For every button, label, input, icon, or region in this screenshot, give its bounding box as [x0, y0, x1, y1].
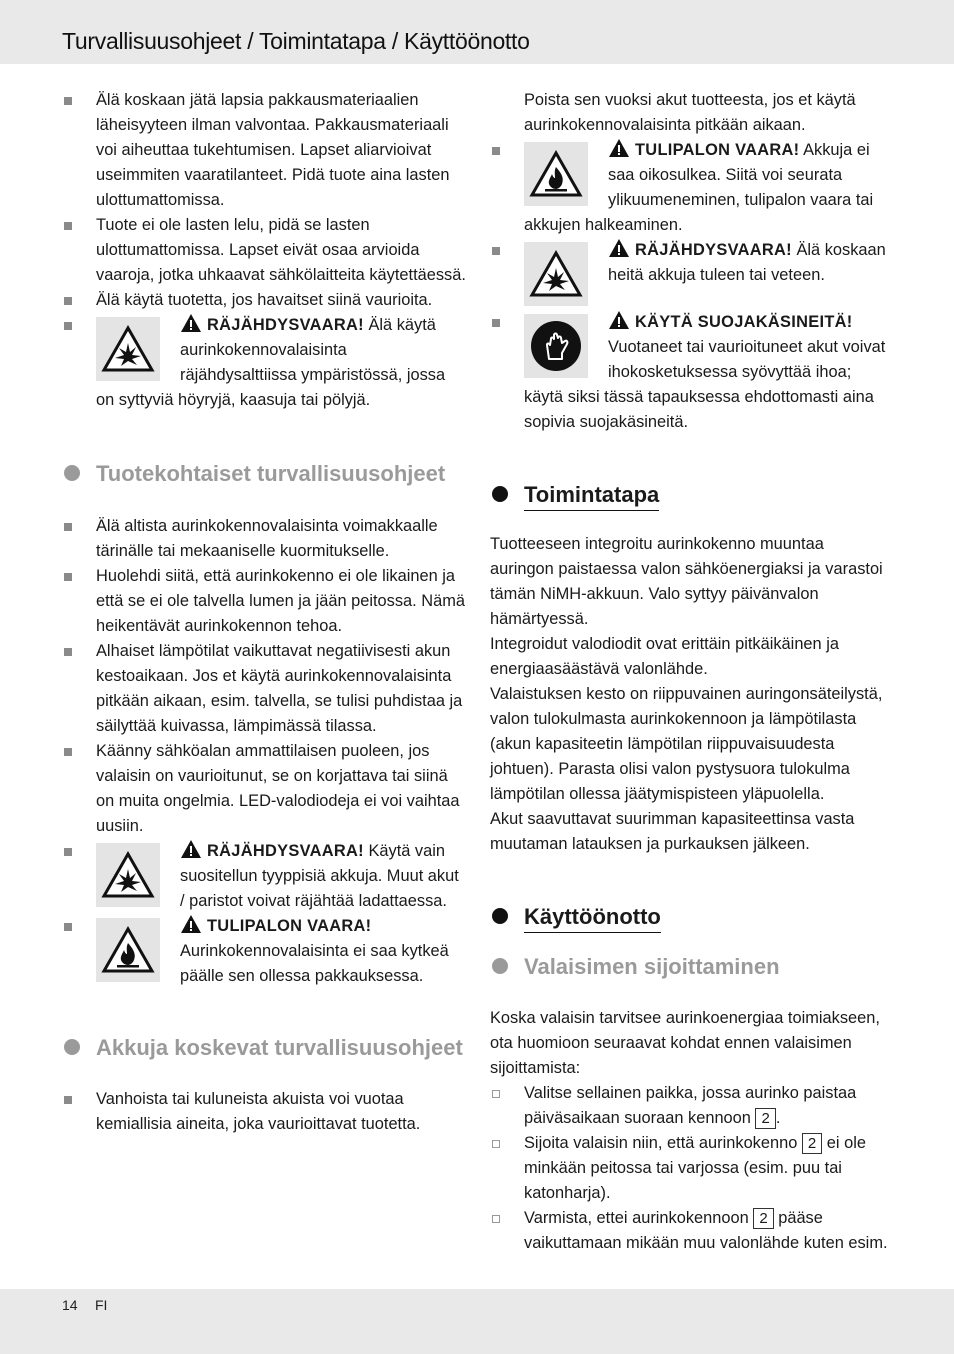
- warning-triangle-icon: [180, 914, 202, 934]
- heading-dot-icon: [492, 958, 508, 974]
- bullet-icon: [64, 322, 72, 330]
- list-item: Älä koskaan jätä lapsia pakkausmateriaalien läheisyyteen ilman valvontaa. Pakkausmateriaali voi aiheuttaa tukehtumisen. Lapset aliarvioivat useimmiten vaaratilanteet. Pidä tuote aina lasten ulottumattomissa.: [62, 88, 466, 213]
- checkbox-icon: [492, 1215, 500, 1223]
- paragraph: Akut saavuttavat suurimman kapasiteettinsa vasta muutaman latauksen ja purkauksen jälkeen.: [490, 810, 855, 853]
- right-column: [490, 88, 892, 1256]
- list-item: Huolehdi siitä, että aurinkokenno ei ole likainen ja että se ei ole talvella lumen ja jään peitossa. Nämä heikentävät aurinkokennon tehoa.: [62, 564, 466, 639]
- warning-triangle-icon: [180, 839, 202, 859]
- page-title: Turvallisuusohjeet / Toimintatapa / Käyttöönotto: [62, 28, 530, 54]
- bullet-icon: [492, 147, 500, 155]
- checkbox-icon: [492, 1090, 500, 1098]
- left-column: [62, 88, 466, 1137]
- part-reference: 2: [753, 1208, 773, 1229]
- bullet-icon: [64, 648, 72, 656]
- warning-item: KÄYTÄ SUOJAKÄSINEITÄ! Vuotaneet tai vaurioituneet akut voivat ihokosketuksessa syövyttää ihoa; käytä siksi tässä tapauksessa ehdottomasti aina sopivia suojakäsineitä.: [490, 310, 892, 435]
- list-item: Käänny sähköalan ammattilaisen puoleen, jos valaisin on vaurioitunut, se on korjattava tai siinä on muita ongelmia. LED-valodiodeja ei voi vaihtaa uusiin.: [62, 739, 466, 839]
- section-heading: Akkuja koskevat turvallisuusohjeet: [62, 1035, 466, 1060]
- checkbox-icon: [492, 1140, 500, 1148]
- warning-triangle-icon: [180, 313, 202, 333]
- warning-item: RÄJÄHDYSVAARA! Käytä vain suositellun tyyppisiä akkuja. Muut akut / paristot voivat räjähtää ladattaessa.: [62, 839, 466, 914]
- checklist-item: Valitse sellainen paikka, jossa aurinko paistaa päiväsaikaan suoraan kennoon 2 .: [490, 1081, 892, 1131]
- section-heading: Käyttöönotto: [490, 904, 892, 929]
- page-number: 14: [62, 1297, 78, 1313]
- paragraph: Koska valaisin tarvitsee aurinkoenergiaa toimiakseen, ota huomioon seuraavat kohdat ennen valaisimen sijoittamista:: [490, 1009, 880, 1077]
- bullet-icon: [492, 247, 500, 255]
- warning-item: RÄJÄHDYSVAARA! Älä koskaan heitä akkuja tuleen tai veteen.: [490, 238, 892, 310]
- subsection-heading: Valaisimen sijoittaminen: [490, 954, 892, 979]
- paragraph: Valaistuksen kesto on riippuvainen auringonsäteilystä, valon tulokulmasta aurinkokennoon ja lämpötilasta (akun kapasiteetin lämpötilan riippuvaisuudesta johtuen). Parasta olisi valon pystysuora tulokulma lämpötilan ollessa jäätymispisteen yläpuolella.: [490, 685, 883, 803]
- warning-triangle-icon: [608, 238, 630, 258]
- heading-dot-icon: [492, 486, 508, 502]
- heading-dot-icon: [64, 465, 80, 481]
- page-footer: [0, 1289, 954, 1354]
- section-heading: Tuotekohtaiset turvallisuusohjeet: [62, 461, 466, 486]
- checklist-item: Varmista, ettei aurinkokennoon 2 pääse vaikuttamaan mikään muu valonlähde kuten esim.: [490, 1206, 892, 1256]
- checklist-item: Sijoita valaisin niin, että aurinkokenno 2 ei ole minkään peitossa tai varjossa (esim. puu tai katonharja).: [490, 1131, 892, 1206]
- heading-dot-icon: [492, 908, 508, 924]
- bullet-icon: [64, 573, 72, 581]
- warning-item: TULIPALON VAARA! Akkuja ei saa oikosulkea. Siitä voi seurata ylikuumeneminen, tulipalon vaara tai akkujen halkeaminen.: [490, 138, 892, 238]
- bullet-icon: [64, 297, 72, 305]
- bullet-icon: [492, 319, 500, 327]
- list-item-continuation: Poista sen vuoksi akut tuotteesta, jos et käytä aurinkokennovalaisinta pitkään aikaan.: [524, 91, 856, 134]
- fire-hazard-icon: [524, 142, 588, 206]
- list-item: Tuote ei ole lasten lelu, pidä se lasten ulottumattomissa. Lapset eivät osaa arvioida vaaroja, jotka uhkaavat sähkölaitteita käytettäessä.: [62, 213, 466, 288]
- paragraph: Integroidut valodiodit ovat erittäin pitkäikäinen ja energiaasäästävä valonlähde.: [490, 635, 839, 678]
- bullet-icon: [64, 923, 72, 931]
- warning-item: RÄJÄHDYSVAARA! Älä käytä aurinkokennovalaisinta räjähdysalttiissa ympäristössä, jossa on syttyviä höyryjä, kaasuja tai pölyjä.: [62, 313, 466, 413]
- bullet-icon: [64, 523, 72, 531]
- protective-gloves-icon: [524, 314, 588, 378]
- bullet-icon: [64, 222, 72, 230]
- heading-dot-icon: [64, 1039, 80, 1055]
- paragraph: Tuotteeseen integroitu aurinkokenno muuntaa auringon paistaessa valon sähköenergiaksi ja varastoi tämän NiMH-akkuun. Valo syttyy päivänvalon hämärtyessä.: [490, 535, 883, 628]
- list-item: Älä altista aurinkokennovalaisinta voimakkaalle tärinälle tai mekaaniselle kuormitukselle.: [62, 514, 466, 564]
- bullet-icon: [64, 97, 72, 105]
- language-code: FI: [95, 1297, 108, 1313]
- explosion-hazard-icon: [524, 242, 588, 306]
- warning-item: TULIPALON VAARA! Aurinkokennovalaisinta ei saa kytkeä päälle sen ollessa pakkauksessa.: [62, 914, 466, 989]
- part-reference: 2: [802, 1133, 822, 1154]
- warning-triangle-icon: [608, 138, 630, 158]
- list-item: Vanhoista tai kuluneista akuista voi vuotaa kemiallisia aineita, joka vaurioittavat tuotetta.: [62, 1087, 466, 1137]
- bullet-icon: [64, 748, 72, 756]
- warning-triangle-icon: [608, 310, 630, 330]
- list-item: Älä käytä tuotetta, jos havaitset siinä vaurioita.: [62, 288, 466, 313]
- list-item: Alhaiset lämpötilat vaikuttavat negatiivisesti akun kestoaikaan. Jos et käytä aurinkokennovalaisinta pitkään aikaan, esim. talvella, se tulisi puhdistaa ja säilyttää kuivassa, lämpimässä tilassa.: [62, 639, 466, 739]
- part-reference: 2: [755, 1108, 775, 1129]
- bullet-icon: [64, 1096, 72, 1104]
- explosion-hazard-icon: [96, 317, 160, 381]
- bullet-icon: [64, 848, 72, 856]
- explosion-hazard-icon: [96, 843, 160, 907]
- page-header: [0, 0, 954, 64]
- section-heading: Toimintatapa: [490, 482, 892, 507]
- fire-hazard-icon: [96, 918, 160, 982]
